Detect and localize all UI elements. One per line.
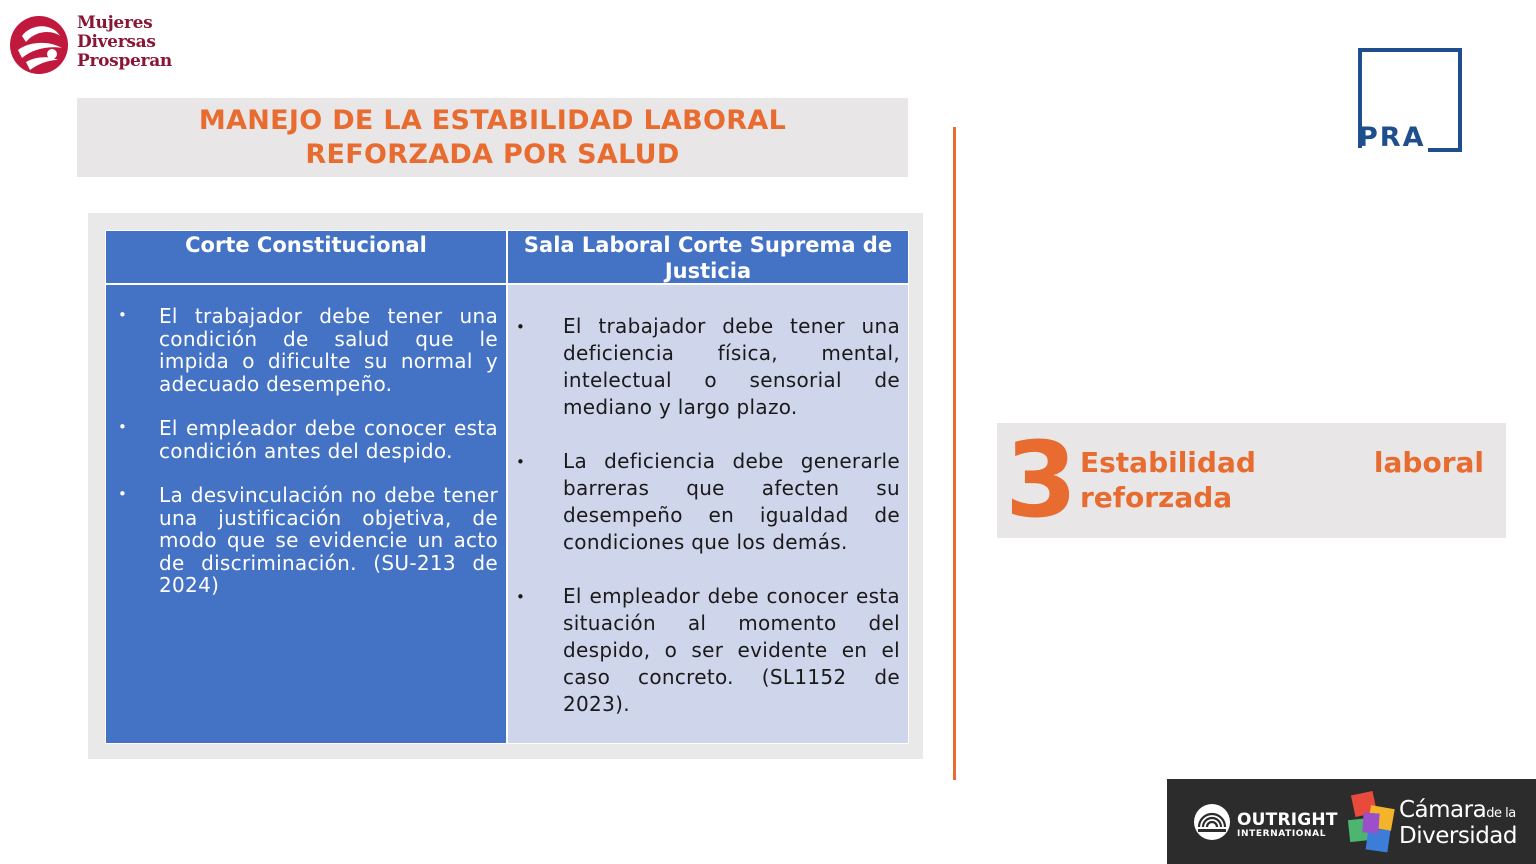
bullet-icon: • [516, 588, 526, 606]
mdp-logo-line: Diversas [77, 32, 156, 52]
pra-logo [1358, 48, 1462, 152]
section-indicator [997, 419, 1506, 541]
bullet-icon: • [118, 418, 128, 436]
vertical-divider [953, 127, 956, 780]
slide-title-line: REFORZADA POR SALUD [305, 138, 680, 170]
pra-logo-text: PRA [1358, 122, 1426, 153]
outright-international-icon [1193, 803, 1231, 841]
bullet-icon: • [516, 318, 526, 336]
camara-connector: de la [1486, 806, 1516, 821]
list-item [118, 305, 498, 395]
diversidad-word: Diversidad [1399, 823, 1517, 849]
mdp-logo-line: Mujeres [77, 13, 153, 33]
mdp-logo-text [77, 14, 172, 71]
slide-title [77, 98, 908, 177]
outright-subtitle: INTERNATIONAL [1237, 829, 1327, 839]
table-cell-corte-constitucional [106, 285, 506, 743]
pra-logo-frame-bottom [1428, 148, 1462, 152]
list-item-text: La desvinculación no debe tener una justificación objetiva, de modo que se evidencie un acto de discriminación. (SU-213 de 2024) [159, 483, 498, 597]
outright-international-logo-text [1237, 811, 1338, 840]
camara-diversidad-logo-text [1399, 799, 1517, 847]
comparison-table [105, 230, 909, 744]
outright-name: OUTRIGHT [1237, 810, 1338, 830]
bullet-icon: • [118, 485, 128, 503]
table-cell-sala-laboral [508, 285, 908, 743]
partner-logos-band [1167, 779, 1536, 864]
mujeres-diversas-prosperan-logo [8, 12, 188, 78]
list-item [118, 484, 498, 597]
list-item [118, 417, 498, 462]
camara-diversidad-icon [1345, 789, 1399, 855]
mdp-logo-line: Prosperan [77, 51, 172, 71]
bullet-icon: • [118, 306, 128, 324]
requirements-list [118, 305, 498, 619]
mdp-emblem-icon [8, 14, 72, 76]
list-item-text: El trabajador debe tener una deficiencia física, mental, intelectual o sensorial de mediano y largo plazo. [563, 314, 900, 419]
section-number: 3 [1005, 419, 1074, 541]
slide-title-line: MANEJO DE LA ESTABILIDAD LABORAL [198, 104, 787, 136]
camara-word: Cámara [1399, 797, 1487, 823]
table-header-corte-constitucional [106, 231, 506, 283]
requirements-list [516, 313, 900, 745]
column-header-label: Corte Constitucional [185, 233, 427, 257]
column-header-label: Sala Laboral Corte Suprema de Justicia [523, 233, 893, 283]
list-item [516, 448, 900, 556]
list-item [516, 583, 900, 718]
section-title: Estabilidad laboral reforzada [1080, 446, 1484, 514]
bullet-icon: • [516, 453, 526, 471]
list-item-text: La deficiencia debe generarle barreras que afecten su desempeño en igualdad de condiciones que los demás. [563, 449, 900, 554]
list-item-text: El empleador debe conocer esta situación al momento del despido, o ser evidente en el caso concreto. (SL1152 de 2023). [563, 584, 900, 716]
list-item [516, 313, 900, 421]
list-item-text: El empleador debe conocer esta condición antes del despido. [159, 416, 498, 463]
table-header-sala-laboral [508, 231, 908, 283]
list-item-text: El trabajador debe tener una condición de salud que le impida o dificulte su normal y adecuado desempeño. [159, 304, 498, 396]
